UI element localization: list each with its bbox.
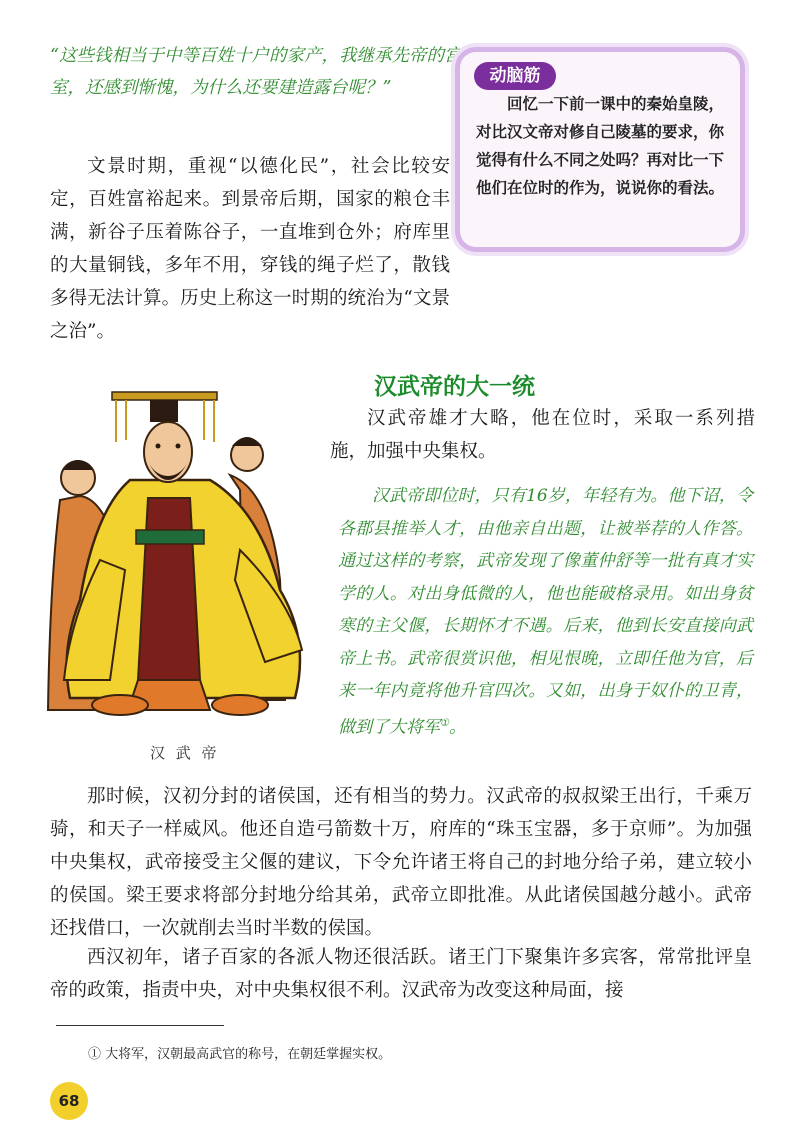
story-text: 汉武帝即位时，只有16岁，年轻有为。他下诏，令各郡县推举人才，由他亲自出题，让被举荐的人作答。通过这样的考察，武帝发现了像董仲舒等一批有真才实学的人。对出身低微的人，他也能破格录用。如出身贫寒的主父偃，长期怀才不遇。后来，他到长安直接向武帝上书。武帝很赏识他，相见恨晚，立即任他为官，后来一年内竟将他升官四次。又如，出身于奴仆的卫青，做到了大将军 <box>338 486 753 738</box>
paragraph-wenjing: 文景时期，重视“以德化民”，社会比较安定，百姓富裕起来。到景帝后期，国家的粮仓丰满，新谷子压着陈谷子，一直堆到仓外；府库里的大量铜钱，多年不用，穿钱的绳子烂了，散钱多得无法计算。历史上称这一时期的统治为“文景之治”。 <box>50 156 450 342</box>
figure-caption: 汉 武 帝 <box>150 744 220 762</box>
footnote-mark[interactable]: ① <box>440 717 449 729</box>
page-number: 68 <box>50 1082 88 1120</box>
footnote: ① 大将军，汉朝最高武官的称号，在朝廷掌握实权。 <box>88 1047 392 1062</box>
intro-quote: “这些钱相当于中等百姓十户的家产，我继承先帝的宫室，还感到惭愧，为什么还要建造露台呢？” <box>50 46 462 98</box>
think-question: 回忆一下前一课中的秦始皇陵，对比汉文帝对修自己陵墓的要求，你觉得有什么不同之处吗？再对比一下他们在位时的作为，说说你的看法。 <box>476 95 725 197</box>
story-passage <box>338 480 753 744</box>
paragraph-fiefdoms: 那时候，汉初分封的诸侯国，还有相当的势力。汉武帝的叔叔梁王出行，千乘万骑，和天子一样威风。他还自造弓箭数十万，府库的“珠玉宝器，多于京师”。为加强中央集权，武帝接受主父偃的建议，下令允许诸王将自己的封地分给子弟，建立较小的侯国。梁王要求将部分封地分给其弟，武帝立即批准。从此诸侯国越分越小。武帝还找借口，一次就削去当时半数的侯国。 <box>50 786 752 939</box>
emperor-figure <box>64 422 302 715</box>
section-title: 汉武帝的大一统 <box>374 374 535 400</box>
think-badge: 动脑筋 <box>474 62 556 90</box>
paragraph-schools: 西汉初年，诸子百家的各派人物还很活跃。诸王门下聚集许多宾客，常常批评皇帝的政策，指责中央，对中央集权很不利。汉武帝为改变这种局面，接 <box>50 947 752 1001</box>
story-end: 。 <box>448 717 466 738</box>
emperor-wu-illustration <box>40 380 330 725</box>
footnote-rule <box>56 1025 224 1026</box>
paragraph-wudi-intro: 汉武帝雄才大略，他在位时，采取一系列措施，加强中央集权。 <box>330 408 755 462</box>
